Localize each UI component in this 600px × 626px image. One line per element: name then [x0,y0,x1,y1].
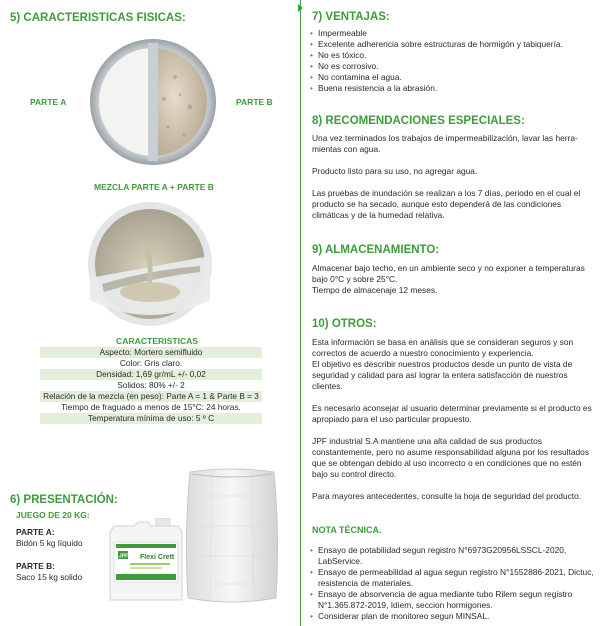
list-item: • No es corrosivo. [310,61,595,72]
list-item: • Impermeable [310,28,595,39]
advantages-list [310,28,595,94]
list-item: • No contamina el agua. [310,72,595,83]
spec-row-mix-ratio: Relación de la mezcla (en peso): Parte A = 1 & Parte B = 3 [40,391,262,402]
section-10-paragraph-5: Para mayores antecedentes, consulte la hoja de seguridad del producto. [312,491,582,501]
list-item: • Buena resistencia a la abrasión. [310,83,595,94]
jug-brand-text: Flexi Crett [140,554,175,561]
jug-logo-text: JPF [119,553,129,560]
section-6-title: 6) PRESENTACIÓN: [10,494,118,506]
section-8-paragraph-2: Producto listo para su uso, no agregar agua. [312,166,478,176]
part-b-block [16,561,82,583]
spec-row-min-temp: Temperatura mínima de uso: 5 º C [40,413,262,424]
section-8-paragraph-1: Una vez terminados los trabajos de impermeabilización, lavar las herra-mientas con agua. [312,133,578,154]
spec-row-density: Densidad: 1,69 gr/mL +/- 0,02 [40,369,262,380]
section-8-body [312,133,590,221]
spec-row-solids: Solidos: 80% +/- 2 [40,380,262,391]
section-9-paragraph-2: Tiempo de almacenaje 12 meses. [312,285,438,295]
section-5-title: 5) CARACTERISTICAS FISICAS: [10,12,186,24]
section-10-paragraph-1: Esta información se basa en análisis que se consideran seguros y son correctos de acuerdo a nuestro conocimiento y experiencia. [312,337,574,358]
column-divider [300,0,301,626]
list-item: • Excelente adherencia sobre estructuras de hormigón y tabiquería. [310,39,595,50]
list-item: • Ensayo de potabilidad segun registro N°6973G20956LSSCL-2020, LabService. [310,545,598,567]
divider-marker [298,4,303,12]
section-9-title: 9) ALMACENAMIENTO: [312,244,440,256]
section-10-title: 10) OTROS: [312,318,377,330]
section-10-body [312,337,592,502]
section-8-paragraph-3: Las pruebas de inundación se realizan a los 7 días, periodo en el cual el producto se ha secado, aunque esto dependerá de las condiciones climáticas y de la humedad relativa. [312,188,581,220]
kit-title: JUEGO DE 20 KG: [16,510,90,520]
specs-table [40,347,262,424]
list-item: • Ensayo de absorvencia de agua mediante tubo Rilem segun registro N°1.365.872-2019, Idiem, seccion hormigones. [310,589,598,611]
technical-notes-list [310,545,598,622]
part-b-caption: PARTE B [236,97,273,107]
sack-15kg-image [182,466,282,606]
section-10-paragraph-2: El objetivo es describir nuestros productos desde un punto de vista de seguridad y calidad para así lograr la entera satisfacción de nuestros clientes. [312,359,573,391]
part-a-label: PARTE A: [16,527,55,537]
list-item: • Ensayo de permeabilidad al agua segun registro N°1552886-2021, Dictuc, resistencia de materiales. [310,567,598,589]
spec-row-set-time: Tiempo de fraguado a menos de 15°C: 24 horas. [40,402,262,413]
list-item: • No es tóxico. [310,50,595,61]
section-10-paragraph-4: JPF industrial S.A mantiene una alta calidad de sus productos constantemente, pero no asume responsabilidad alguna por los resultados que se obtengan debido al uso incorrecto o en condiciones que no estén bajo su control directo. [312,436,590,479]
list-item: • Considerar plan de monitoreo segun MINSAL. [310,611,598,622]
part-b-description: Saco 15 kg solido [16,572,83,582]
part-a-caption: PARTE A [30,97,67,107]
mix-caption: MEZCLA PARTE A + PARTE B [94,182,214,192]
technical-note-title: NOTA TÉCNICA. [312,525,382,535]
section-8-title: 8) RECOMENDACIONES ESPECIALES: [312,115,525,127]
mixture-bucket-image [82,200,218,328]
section-10-paragraph-3: Es necesario aconsejar al usuario determinar previamente si el producto es apropiado para el uso particular propuesto. [312,403,592,424]
spec-row-color: Color: Gris claro. [40,358,262,369]
bucket-top-view-image [80,37,226,167]
part-a-block [16,527,83,549]
part-a-description: Bidón 5 kg líquido [16,538,83,548]
section-9-paragraph-1: Almacenar bajo techo, en un ambiente seco y no exponer a temperaturas bajo 0°C y sobre 25°C. [312,263,585,284]
specs-table-title: CARACTERISTICAS [116,336,199,346]
section-9-body [312,263,597,296]
spec-row-aspect: Aspecto: Mortero semifluido [40,347,262,358]
section-7-title: 7) VENTAJAS: [312,11,390,23]
jug-5kg-image [104,518,188,604]
part-b-label: PARTE B: [16,561,55,571]
